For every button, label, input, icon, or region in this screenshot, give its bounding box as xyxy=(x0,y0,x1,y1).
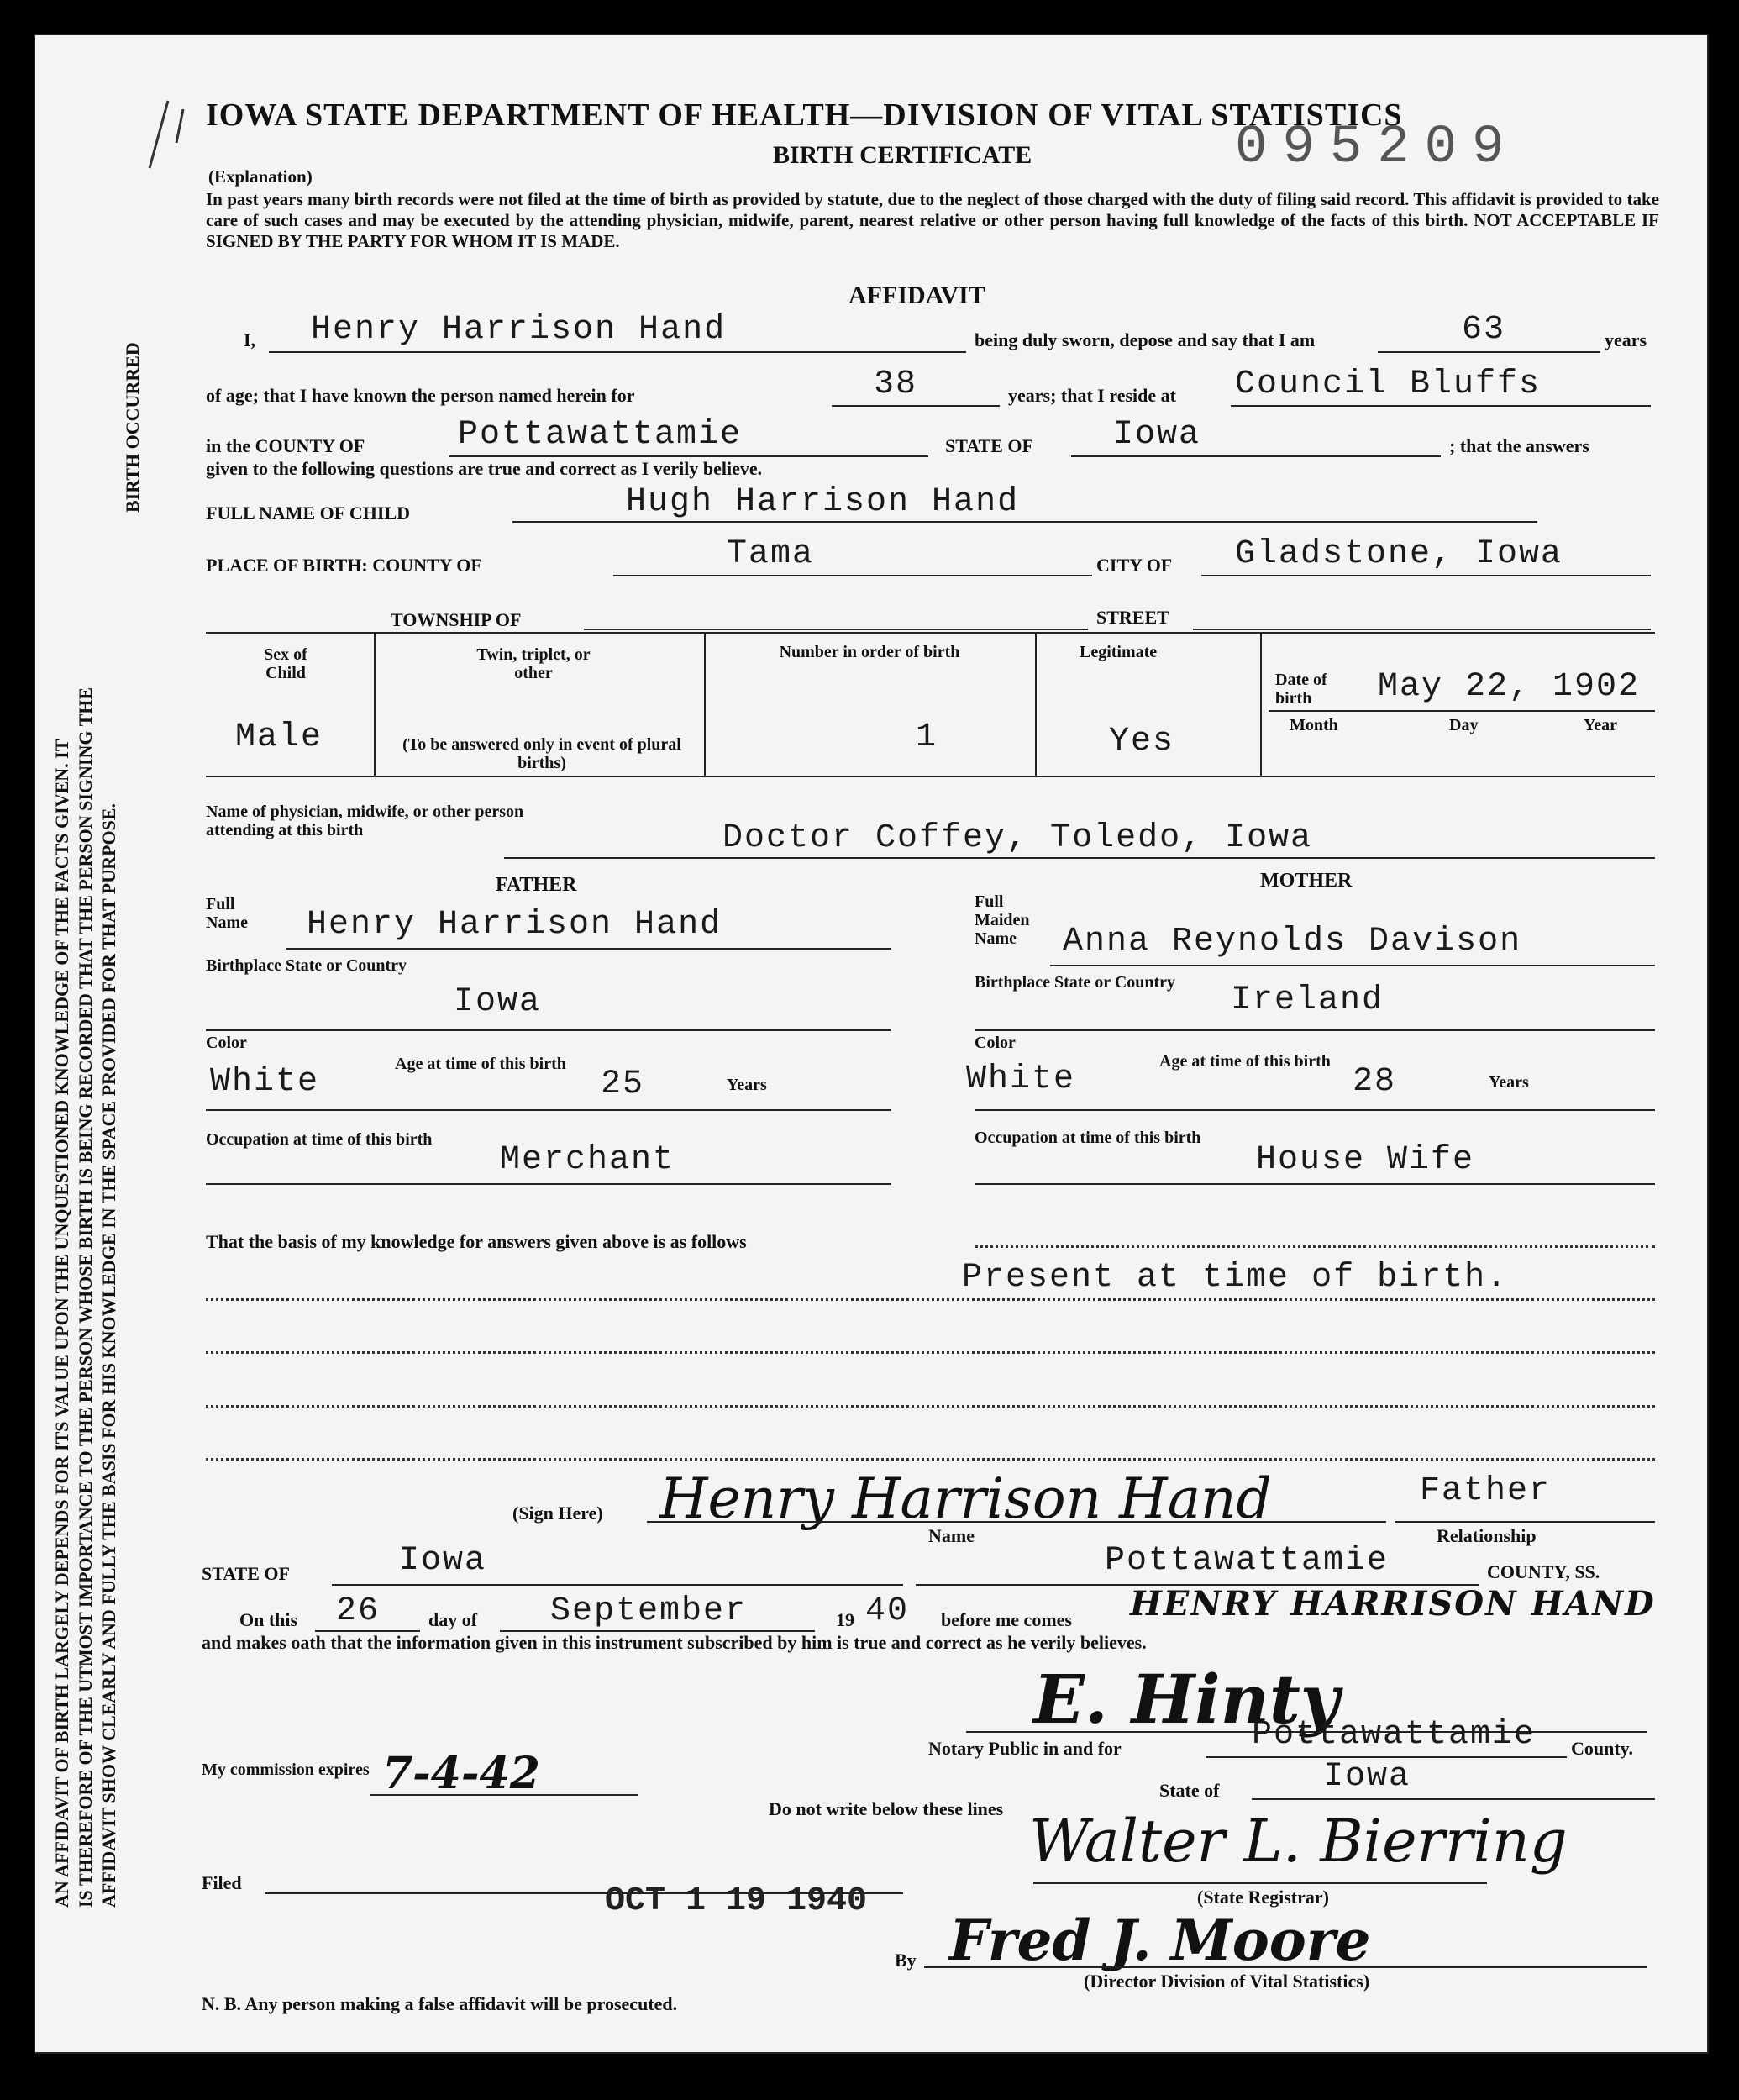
mother-age-label: Age at time of this birth xyxy=(1159,1052,1331,1071)
birth-county-label: PLACE OF BIRTH: COUNTY OF xyxy=(206,555,482,576)
mother-birthplace-label: Birthplace State or Country xyxy=(975,973,1176,992)
filed-label: Filed xyxy=(202,1872,242,1893)
father-name: Henry Harrison Hand xyxy=(307,906,722,944)
notary-county: Pottawattamie xyxy=(1252,1716,1537,1754)
margin-note-line-4: BIRTH OCCURRED xyxy=(122,342,143,513)
by-label: By xyxy=(895,1950,917,1971)
explanation-text: In past years many birth records were not filed at the time of birth as provided by statute, due to the neglect of those charged with the duty of filing said record. This affidavit is provided to take care of such cases and may be executed by the attending physician, midwife, parent, nearest relative or other person having full knowledge of the facts of this birth. NOT ACCEPTABLE IF SIGNED BY THE PARTY FOR WHOM IT IS MADE. xyxy=(206,189,1659,251)
do-not-write-label: Do not write below these lines xyxy=(769,1798,1004,1819)
father-occupation: Merchant xyxy=(500,1141,675,1179)
mother-occupation: House Wife xyxy=(1256,1141,1475,1179)
county-label: in the COUNTY OF xyxy=(206,435,365,456)
notary-state-label: State of xyxy=(1159,1780,1220,1801)
father-years-label: Years xyxy=(727,1076,767,1094)
attendant-label: Name of physician, midwife, or other person attending at this birth xyxy=(206,803,524,839)
on-this-label: On this xyxy=(239,1609,298,1630)
father-name-label: Full Name xyxy=(206,895,248,932)
years-known: 38 xyxy=(874,366,918,403)
father-heading: FATHER xyxy=(496,874,577,896)
jurat-month: September xyxy=(550,1592,748,1630)
director-label: (Director Division of Vital Statistics) xyxy=(1084,1971,1370,1992)
notary-label: Notary Public in and for xyxy=(928,1738,1122,1759)
legitimate-value: Yes xyxy=(1109,723,1175,761)
basis-value: Present at time of birth. xyxy=(962,1259,1509,1297)
father-birthplace-label: Birthplace State or Country xyxy=(206,956,407,975)
margin-note-line-1: AN AFFIDAVIT OF BIRTH LARGELY DEPENDS FOR ITS VALUE UPON THE UNQUESTIONED KNOWLEDGE OF THE FACTS GIVEN. IT xyxy=(51,739,72,1908)
footer-warning: N. B. Any person making a false affidavit will be prosecuted. xyxy=(202,1993,678,2014)
relationship-value: Father xyxy=(1420,1472,1552,1510)
commission-date: 7-4-42 xyxy=(382,1748,540,1799)
residence: Council Bluffs xyxy=(1235,366,1542,403)
mother-name: Anna Reynolds Davison xyxy=(1063,923,1522,961)
legitimate-label: Legitimate xyxy=(1080,643,1158,661)
basis-label: That the basis of my knowledge for answers given above is as follows xyxy=(206,1231,747,1252)
father-age-label: Age at time of this birth xyxy=(395,1055,566,1073)
county-word: County. xyxy=(1571,1738,1633,1759)
mother-birthplace: Ireland xyxy=(1231,982,1384,1019)
day-label: Day xyxy=(1449,716,1479,734)
mother-name-label: Full Maiden Name xyxy=(975,892,1030,948)
father-occupation-label: Occupation at time of this birth xyxy=(206,1130,433,1149)
birth-city: Gladstone, Iowa xyxy=(1235,535,1563,573)
belief-text: given to the following questions are true and correct as I verily believe. xyxy=(206,458,763,479)
page-title: IOWA STATE DEPARTMENT OF HEALTH—DIVISION OF VITAL STATISTICS xyxy=(206,97,1403,133)
attendant-value: Doctor Coffey, Toledo, Iowa xyxy=(722,819,1313,857)
order-label: Number in order of birth xyxy=(779,643,960,661)
director-signature: Fred J. Moore xyxy=(949,1908,1371,1973)
mother-color-label: Color xyxy=(975,1034,1016,1052)
year-label: Year xyxy=(1584,716,1617,734)
father-birthplace: Iowa xyxy=(454,983,542,1021)
affiant-signature: Henry Harrison Hand xyxy=(659,1466,1272,1531)
explanation-label: (Explanation) xyxy=(208,166,313,187)
years-label: years xyxy=(1605,329,1647,350)
mother-age: 28 xyxy=(1353,1063,1397,1101)
birth-county: Tama xyxy=(727,535,815,573)
father-color-label: Color xyxy=(206,1034,247,1052)
twin-label: Twin, triplet, or other xyxy=(476,645,591,682)
mother-years-label: Years xyxy=(1489,1073,1529,1092)
jurat-year: 40 xyxy=(865,1592,910,1630)
father-color: White xyxy=(210,1063,320,1101)
father-age: 25 xyxy=(601,1066,645,1103)
known-text: of age; that I have known the person named herein for xyxy=(206,385,635,406)
child-name-label: FULL NAME OF CHILD xyxy=(206,503,411,524)
affiant-age: 63 xyxy=(1462,311,1506,349)
mother-heading: MOTHER xyxy=(1260,870,1353,892)
jurat-day: 26 xyxy=(336,1592,381,1630)
date-label: Date of birth xyxy=(1275,671,1327,708)
pencil-mark-icon xyxy=(134,92,202,176)
oath-text: and makes oath that the information given in this instrument subscribed by him is true and correct as he verily believes. xyxy=(202,1632,1147,1653)
page-subtitle: BIRTH CERTIFICATE xyxy=(773,141,1032,169)
day-of-label: day of xyxy=(428,1609,478,1630)
mother-color: White xyxy=(966,1061,1076,1098)
year-prefix: 19 xyxy=(836,1609,854,1630)
street-label: STREET xyxy=(1096,607,1169,628)
jurat-state: Iowa xyxy=(399,1542,487,1580)
sex-label: Sex of Child xyxy=(264,645,307,682)
child-name: Hugh Harrison Hand xyxy=(626,483,1020,521)
margin-note-line-2: IS THEREFORE OF THE UTMOST IMPORTANCE TO THE PERSON WHOSE BIRTH IS BEING RECORDED THAT THE PERSON SIGNING THE xyxy=(75,687,96,1908)
affiant-county: Pottawattamie xyxy=(458,416,743,454)
affiant-state: Iowa xyxy=(1113,416,1201,454)
birth-date: May 22, 1902 xyxy=(1378,668,1641,706)
state-label: STATE OF xyxy=(945,435,1033,456)
answers-text: ; that the answers xyxy=(1449,435,1589,456)
certificate-number: 095209 xyxy=(1235,118,1520,178)
sign-here-label: (Sign Here) xyxy=(512,1503,603,1524)
margin-note-line-3: AFFIDAVIT SHOW CLEARLY AND FULLY THE BASIS FOR HIS KNOWLEDGE IN THE SPACE PROVIDED FOR THAT PURPOSE. xyxy=(98,803,119,1908)
commission-label: My commission expires xyxy=(202,1761,370,1779)
month-label: Month xyxy=(1290,716,1338,734)
affiant-name: Henry Harrison Hand xyxy=(311,311,727,349)
notary-state: Iowa xyxy=(1323,1758,1411,1796)
birth-city-label: CITY OF xyxy=(1096,555,1173,576)
jurat-county-label: COUNTY, SS. xyxy=(1487,1561,1600,1582)
relationship-label: Relationship xyxy=(1437,1525,1537,1546)
affidavit-heading: AFFIDAVIT xyxy=(848,282,985,309)
before-me-label: before me comes xyxy=(941,1609,1072,1630)
registrar-label: (State Registrar) xyxy=(1197,1887,1329,1908)
twin-note: (To be answered only in event of plural births) xyxy=(402,735,681,772)
filed-date: OCT 1 19 1940 xyxy=(605,1882,868,1920)
signature-name-label: Name xyxy=(928,1525,975,1546)
sex-value: Male xyxy=(235,718,323,756)
comer-name: HENRY HARRISON HAND xyxy=(1130,1584,1656,1624)
order-value: 1 xyxy=(916,718,938,756)
registrar-signature: Walter L. Bierring xyxy=(1029,1807,1568,1876)
affidavit-prefix: I, xyxy=(244,329,256,350)
mother-occupation-label: Occupation at time of this birth xyxy=(975,1129,1201,1147)
sworn-text: being duly sworn, depose and say that I am xyxy=(975,329,1316,350)
jurat-county: Pottawattamie xyxy=(1105,1542,1390,1580)
notary-signature: E. Hinty xyxy=(1033,1660,1340,1739)
reside-text: years; that I reside at xyxy=(1008,385,1176,406)
township-label: TOWNSHIP OF xyxy=(391,609,522,630)
margin-note xyxy=(50,227,144,1908)
jurat-state-label: STATE OF xyxy=(202,1563,290,1584)
